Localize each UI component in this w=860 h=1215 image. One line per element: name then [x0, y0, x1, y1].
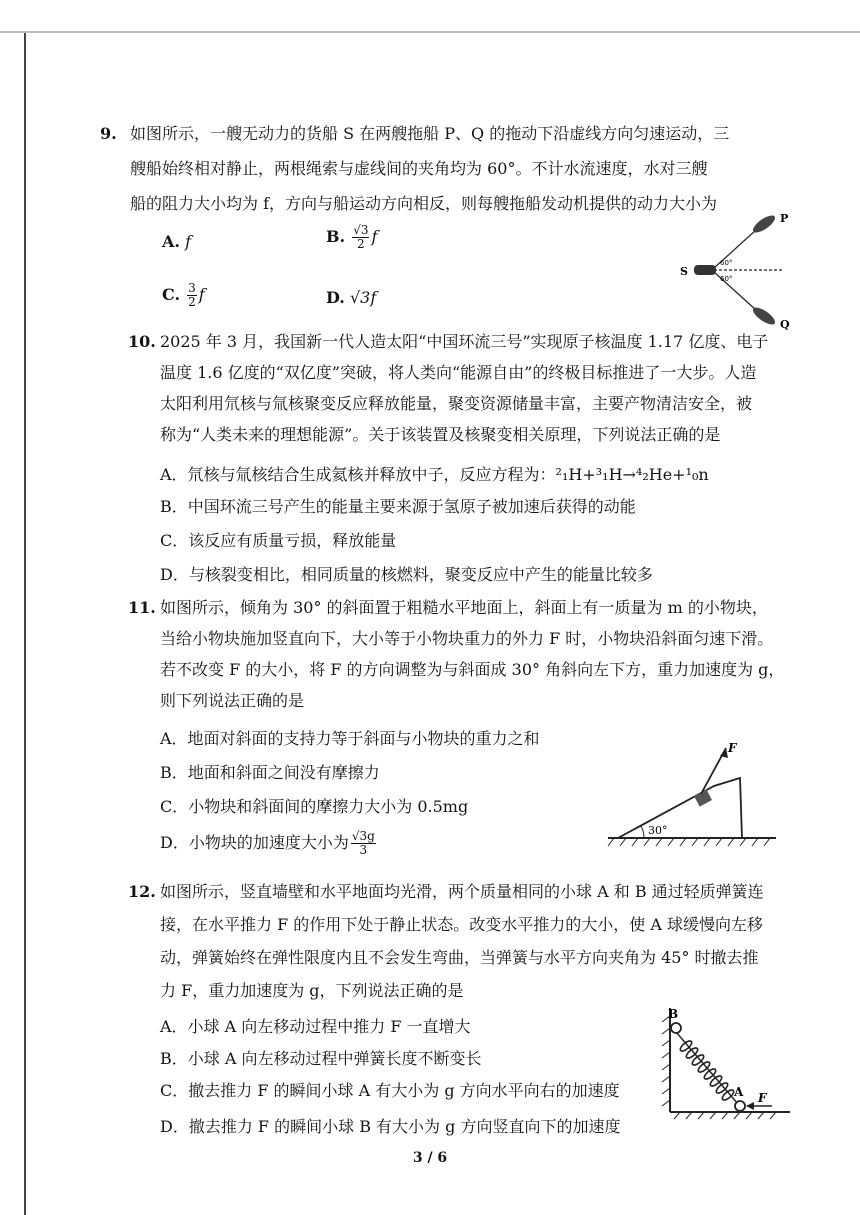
q12-figure-label-a: A [734, 1085, 744, 1099]
q12-figure-label-b: B [668, 1007, 679, 1021]
q11-option-c: C．小物块和斜面间的摩擦力大小为 0.5mg [160, 797, 469, 816]
q9-option-c [162, 282, 205, 309]
question-11 [128, 592, 800, 716]
question-11-line-2: 当给小物块施加竖直向下，大小等于小物块重力的外力 F 时，小物块沿斜面匀速下滑。 [160, 629, 774, 648]
q9-option-c-fraction [187, 282, 197, 309]
question-12-line-3: 动，弹簧始终在弹性限度内且不会发生弯曲，当弹簧与水平方向夹角为 45° 时撤去推 [160, 948, 759, 967]
q9-figure-angle-top: 60° [720, 259, 733, 267]
question-10-line-2: 温度 1.6 亿度的“双亿度”突破，将人类向“能源自由”的终极目标推进了一大步。人造 [160, 363, 757, 382]
q9-figure-label-p: P [780, 212, 789, 225]
q11-option-a: A．地面对斜面的支持力等于斜面与小物块的重力之和 [160, 729, 540, 748]
q11-option-b: B．地面和斜面之间没有摩擦力 [160, 763, 380, 782]
q9-option-c-numerator: 3 [188, 281, 196, 295]
question-9-line-1: 如图所示，一艘无动力的货船 S 在两艘拖船 P、Q 的拖动下沿虚线方向匀速运动，三 [130, 124, 730, 143]
q11-option-d-denominator: 3 [359, 843, 368, 857]
q12-option-b: B．小球 A 向左移动过程中弹簧长度不断变长 [160, 1049, 482, 1068]
q9-option-b-label: B. [326, 227, 346, 246]
q9-option-c-label: C. [162, 285, 181, 304]
q11-figure-label-f: F [728, 741, 737, 755]
q9-figure-label-s: S [680, 265, 688, 278]
question-10 [128, 326, 800, 450]
question-9-number: 9. [100, 124, 117, 143]
question-11-number: 11. [128, 598, 156, 617]
q9-option-d-label: D. [326, 288, 345, 307]
question-12-line-1: 如图所示，竖直墙壁和水平地面均光滑，两个质量相同的小球 A 和 B 通过轻质弹簧连 [160, 882, 764, 901]
q9-option-b-tail: f [371, 227, 378, 246]
q12-option-a: A．小球 A 向左移动过程中推力 F 一直增大 [160, 1017, 471, 1036]
question-11-line-3: 若不改变 F 的大小，将 F 的方向调整为与斜面成 30° 角斜向左下方，重力加速度为 g， [160, 660, 785, 679]
q9-option-b [326, 224, 377, 251]
q10-option-a: A．氘核与氚核结合生成氦核并释放中子，反应方程为：²₁H+³₁H→⁴₂He+¹₀n [160, 465, 709, 484]
question-10-line-3: 太阳利用氘核与氚核聚变反应释放能量，聚变资源储量丰富，主要产物清洁安全，被 [160, 394, 753, 413]
q12-figure-label-f: F [758, 1091, 767, 1105]
question-10-number: 10. [128, 332, 156, 351]
question-12-number: 12. [128, 882, 156, 901]
q9-option-a-text: f [185, 232, 191, 251]
q9-option-c-tail: f [198, 285, 205, 304]
q9-option-a [162, 232, 191, 251]
q9-option-d [326, 288, 376, 307]
q9-ships-figure [670, 210, 820, 330]
question-9-line-2: 艘船始终相对静止，两根绳索与虚线间的夹角均为 60°。不计水流速度，水对三艘 [130, 159, 708, 178]
q9-option-a-label: A. [162, 232, 180, 251]
question-11-line-1: 如图所示，倾角为 30° 的斜面置于粗糙水平地面上，斜面上有一质量为 m 的小物块， [160, 598, 768, 617]
q9-figure-angle-bottom: 60° [720, 275, 733, 283]
question-9-line-3: 船的阻力大小均为 f，方向与船运动方向相反，则每艘拖船发动机提供的动力大小为 [130, 194, 718, 213]
question-11-line-4: 则下列说法正确的是 [160, 691, 305, 710]
question-12-line-2: 接，在水平推力 F 的作用下处于静止状态。改变水平推力的大小，使 A 球缓慢向左移 [160, 915, 764, 934]
question-10-line-4: 称为“人类未来的理想能源”。关于该装置及核聚变相关原理，下列说法正确的是 [160, 425, 721, 444]
q10-option-c: C．该反应有质量亏损，释放能量 [160, 531, 397, 550]
q9-figure-label-q: Q [780, 318, 790, 330]
q12-option-c: C．撤去推力 F 的瞬间小球 A 有大小为 g 方向水平向右的加速度 [160, 1081, 620, 1100]
q11-option-d [160, 830, 378, 857]
question-9 [100, 118, 810, 219]
q9-option-b-numerator: √3 [353, 223, 369, 237]
q11-option-d-numerator: √3g [351, 829, 375, 843]
q9-option-b-fraction [352, 224, 369, 251]
q9-option-d-text: √3f [349, 288, 377, 307]
page-number: 3 / 6 [412, 1150, 448, 1166]
q11-figure-angle: 30° [648, 824, 668, 837]
q10-option-d: D．与核裂变相比，相同质量的核燃料，聚变反应中产生的能量比较多 [160, 565, 653, 584]
q12-option-d: D．撤去推力 F 的瞬间小球 B 有大小为 g 方向竖直向下的加速度 [160, 1117, 621, 1136]
q11-option-d-text: D．小物块的加速度大小为 [160, 833, 349, 852]
q10-option-b: B．中国环流三号产生的能量主要来源于氢原子被加速后获得的动能 [160, 497, 636, 516]
question-12 [128, 876, 800, 1006]
q12-spring-figure [650, 1002, 800, 1122]
q9-option-c-denominator: 2 [188, 295, 196, 309]
question-10-line-1: 2025 年 3 月，我国新一代人造太阳“中国环流三号”实现原子核温度 1.17 亿度、电子 [160, 332, 769, 351]
q9-option-b-denominator: 2 [357, 237, 365, 251]
q11-incline-figure [604, 738, 784, 850]
q11-option-d-fraction [351, 830, 376, 857]
question-12-line-4: 力 F，重力加速度为 g，下列说法正确的是 [160, 981, 464, 1000]
